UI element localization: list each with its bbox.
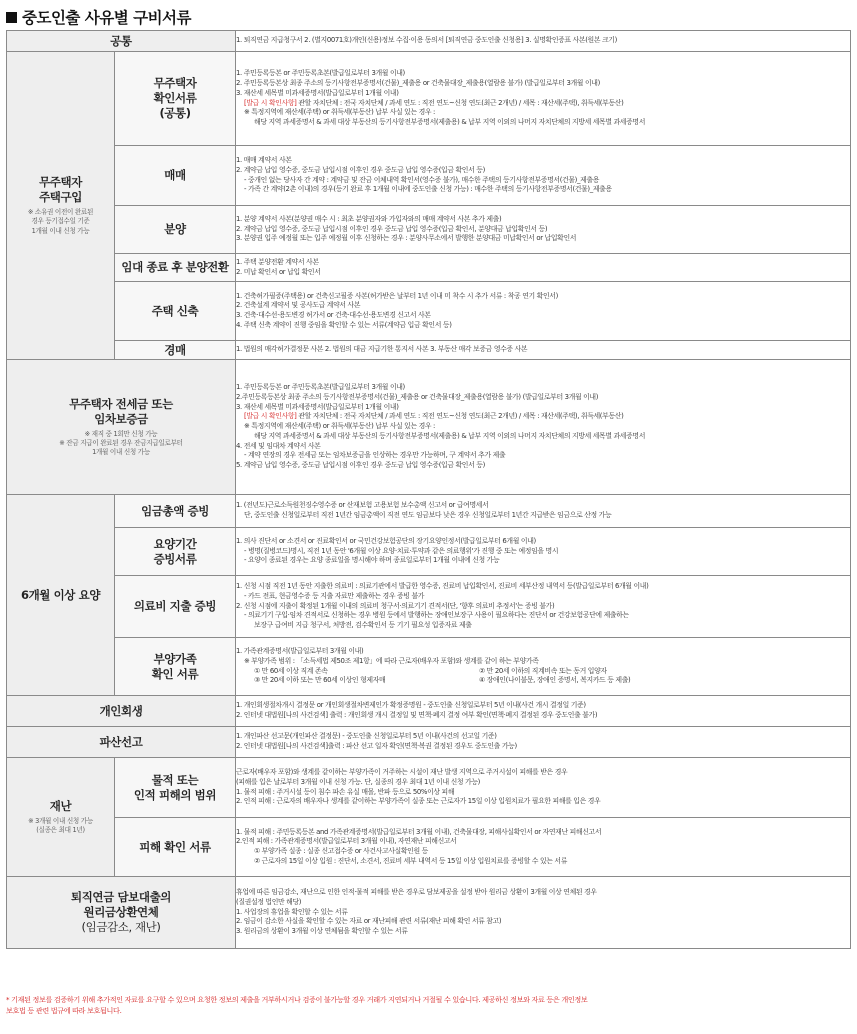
table-row xyxy=(7,341,851,360)
sub-header-presale: 분양 xyxy=(115,206,236,254)
row-content-damage-proof: 1. 물적 피해 : 주민등록등본 and 가족관계증명서(발급일로부터 3개월 이내), 건축물대장, 피해사실확인서 or 자연재난 피해신고서 2.인적 피해 : 가족관계증명서(발급일로부터 3개월 이내), 자연재난 피해신고서 ① 부양가족 실종 : 실종 신고접수증 or 사건사고사실확인원 등 ② 근로자의 15일 이상 입원 : 진단서, 소견서, 진료비 세부 내역서 등 15일 이상 입원치료를 증빙할 수 있는 서류 xyxy=(236,818,851,877)
row-header-home-purchase: 무주택자 주택구입 ※ 소유권 이전이 완료된 경우 등기접수일 기준 1개월 이내 신청 가능 xyxy=(7,52,115,360)
sub-header-new-build: 주택 신축 xyxy=(115,282,236,341)
row-header-disaster: 재난 ※ 3개월 이내 신청 가능 (실종은 최대 1년) xyxy=(7,758,115,877)
table-row xyxy=(7,146,851,206)
sub-header-auction: 경매 xyxy=(115,341,236,360)
table-row xyxy=(7,818,851,877)
table-row xyxy=(7,696,851,727)
row-note: ※ 3개월 이내 신청 가능 (실종은 최대 1년) xyxy=(28,816,93,834)
row-note: ※ 소유권 이전이 완료된 경우 등기접수일 기준 1개월 이내 신청 가능 xyxy=(27,208,94,235)
row-content-bankruptcy: 1. 개인파산 선고문(개인파산 결정문) - 중도인출 신청일로부터 5년 이내(사건의 선고일 기준) 2. 인터넷 대법원[나의 사건검색]출력 : 파산 선고 일자 확인(면책·복권 결정된 경우도 중도인출 가능) xyxy=(236,727,851,758)
row-content-presale: 1. 분양 계약서 사본(분양권 매수 시 : 최초 분양권자와 가입자와의 매매 계약서 사본 추가 제출) 2. 계약금 납입 영수증, 중도금 납입시점 이후인 경우 중도금 납입 영수증(입금 확인서, 분양대금 납입확인서 등) 3. 분양권 입주 예정월 또는 입주 예정월 이후 신청하는 경우 : 분양사무소에서 발행한 분양대금 미납확인서 or 납입확인서 xyxy=(236,206,851,254)
sub-header-lease-conversion: 임대 종료 후 분양전환 xyxy=(115,254,236,282)
row-content-auction: 1. 법원의 매각허가결정문 사본 2. 법원의 대금 지급기한 통지서 사본 3. 부동산 매각 보증금 영수증 사본 xyxy=(236,341,851,360)
table-row xyxy=(7,528,851,576)
table-row xyxy=(7,576,851,638)
row-content-lease-deposit: 1. 주민등록등본 or 주민등록초본(발급일로부터 3개월 이내) 2.주민등록등본상 최종 주소의 등기사항전부증명서(건물)_제출용 or 건축물대장_제출용(열람용 불가) (발급일로부터 3개월 이내) 3. 재산세 세목별 미과세증명서(발급일로부터 1개월 이내) [발급 시 확인사항] 관할 자치단체 : 전국 자치단체 / 과세 연도 : 직전 연도~신청 연도(최근 2개년) / 세목 : 재산세(주택), 취득세(부동산) ※ 특정지역에 재산세(주택) or 취득세(부동산) 납부 사실 있는 경우 : 해당 지역 과세증명서 & 과세 대상 부동산의 등기사항전부증명서(제출용) & 납부 지역 이외의 나머지 자치단체의 지방세 세목별 과세증명서 4. 전세 및 임대차 계약서 사본 - 계약 연장의 경우 전세금 또는 임차보증금을 인상하는 경우만 가능하며, 구 계약서 추가 제출 5. 계약금 납입 영수증, 중도금 납입시점 이후인 경우 중도금 납입 영수증(입금 확인서 등) xyxy=(236,360,851,495)
table-row xyxy=(7,254,851,282)
requirements-table xyxy=(6,30,851,949)
sub-header-dependents: 부양가족 확인 서류 xyxy=(115,638,236,696)
sub-header-wage-proof: 임금총액 증빙 xyxy=(115,495,236,528)
table-row xyxy=(7,52,851,146)
table-row xyxy=(7,282,851,341)
table-row xyxy=(7,638,851,696)
row-note: ※ 재직 중 1회만 신청 가능 ※ 잔금 지급이 완료된 경우 잔금지급일로부터 1개월 이내 신청 가능 xyxy=(59,429,183,457)
row-content-wage-proof: 1. (전년도)근로소득원천징수영수증 or 산재보험 고용보험 보수총액 신고서 or 급여명세서 단, 중도인출 신청일로부터 직전 1년간 임금총액이 직전 연도 임금보다 낮은 경우 신청일로부터 1년간 지급받은 임금으로 산정 가능 xyxy=(236,495,851,528)
sub-header-damage-scope: 물적 또는 인적 피해의 범위 xyxy=(115,758,236,818)
sub-header-medical-expense: 의료비 지출 증빙 xyxy=(115,576,236,638)
table-row xyxy=(7,206,851,254)
row-content-damage-scope: 근로자(배우자 포함)와 생계를 같이하는 부양가족이 거주하는 시설이 재난 발생 지역으로 주거시설이 피해를 받은 경우 (피해를 입은 날로부터 3개월 이내 신청 가능. 단, 실종의 경우 최대 1년 이내 신청 가능) 1. 물적 피해 : 주거시설 등이 침수 파손 유실 매몰, 반파 등으로 50%이상 피해 2. 인적 피해 : 근로자의 배우자나 생계를 같이하는 부양가족이 실종 또는 근로자가 15일 이상 입원치료가 필요한 피해를 입은 경우 xyxy=(236,758,851,818)
row-content-care-period: 1. 의사 진단서 or 소견서 or 진료확인서 or 국민건강보험공단의 장기요양인정서(발급일로부터 6개월 이내) - 병명(질병코드)명시, 직전 1년 동안 '6개월 이상 요양·치료·투약과 같은 의료행위'가 진행 중 또는 예정임을 명시 - 요양이 종료된 경우는 요양 종료일을 명시해야 하며 종료일로부터 1개월 이내에 신청 가능 xyxy=(236,528,851,576)
table-row xyxy=(7,360,851,495)
row-content-lease-conversion: 1. 주택 분양전환 계약서 사본 2. 미납 확인서 or 납입 확인서 xyxy=(236,254,851,282)
row-content-sale: 1. 매매 계약서 사본 2. 계약금 납입 영수증, 중도금 납입시점 이후인 경우 중도금 납입 영수증(입금 확인서 등) - 중개인 없는 당사자 간 계약 : 계약금 및 잔금 이체내역 확인서(영수증 불가), 매수한 주택의 등기사항전부증명서(건물)_제출용 - 가족 간 계약(2촌 이내)의 경우(등기 완료 후 1개월 이내에 중도인출 신청 가능) : 매수한 주택의 등기사항전부증명서(건물)_제출용 xyxy=(236,146,851,206)
row-content-new-build: 1. 건축허가필증(주택용) or 건축신고필증 사본(허가받은 날부터 1년 이내 미 착수 시 추가 서류 : 착공 연기 확인서) 2. 건축설계 계약서 및 공사도급 계약서 사본 3. 건축·대수선·용도변경 허가서 or 건축·대수선·용도변경 신고서 사본 4. 주택 신축 계약이 진행 중임을 확인할 수 있는 서류(계약금 입금 확인서 등) xyxy=(236,282,851,341)
table-row xyxy=(7,877,851,949)
table-row xyxy=(7,495,851,528)
check-note-tag: [발급 시 확인사항] xyxy=(244,412,297,421)
sub-header-sale: 매매 xyxy=(115,146,236,206)
row-content-dependents: 1. 가족관계증명서(발급일로부터 3개월 이내) ※ 부양가족 범위 : 「소득세법 제50조 제1항」에 따라 근로자(배우자 포함)와 생계를 같이 하는 부양가족 ① 만 60세 이상 직계 존속 ② 만 20세 이하의 직계비속 또는 동거 입양자 ③ 만 20세 이하 또는 만 60세 이상인 형제자매 ④ 장애인(나이불문, 장애인 증명서, 복지카드 등 제출) xyxy=(236,638,851,696)
row-content-medical-expense: 1. 신청 시점 직전 1년 동안 지출한 의료비 : 의료기관에서 발급한 영수증, 진료비 납입확인서, 진료비 세부산정 내역서 등(발급일로부터 6개월 이내) - 카드 전표, 현금영수증 등 지출 자료만 제출하는 경우 증빙 불가 2. 신청 시점에 지출이 확정된 1개월 이내의 의료비 청구서·의료기기 견적서(단, '향후 의료비 추정서'는 증빙 불가) - 의료기기 구입·임차 견적서로 신청하는 경우 병원 등에서 발행하는 장애인보장구 사용이 필요하다는 진단서 or 건강보험공단에 제출하는 보장구 급여비 지급 청구서, 처방전, 검수확인서 등 기기 필요성 입증자료 제출 xyxy=(236,576,851,638)
row-content-common: 1. 퇴직연금 지급청구서 2. (별지0071호)개인(신용)정보 수집·이용 동의서 [퇴직연금 중도인출 신청용] 3. 실명확인증표 사본(원본 크기) xyxy=(236,31,851,52)
row-header-common: 공통 xyxy=(7,31,236,52)
footnote: * 기재된 정보를 검증하기 위해 추가적인 자료를 요구할 수 있으며 요청한 정보의 제출을 거부하시거나 검증이 불가능할 경우 거래가 지연되거나 거절될 수 있습니다. 제공하신 정보와 자료 등은 개인정보 보호법 등 관련 법규에 따라 보호됩니다. xyxy=(6,995,588,1015)
sub-header-homeless-proof: 무주택자 확인서류 (공통) xyxy=(115,52,236,146)
sub-header-damage-proof: 피해 확인 서류 xyxy=(115,818,236,877)
table-row xyxy=(7,758,851,818)
sub-header-care-period: 요양기간 증빙서류 xyxy=(115,528,236,576)
square-bullet-icon xyxy=(6,12,17,23)
check-note-tag: [발급 시 확인사항] xyxy=(244,98,297,107)
row-header-bankruptcy: 파산선고 xyxy=(7,727,236,758)
row-header-pension-loan: 퇴직연금 담보대출의 원리금상환연체 (임금감소, 재난) xyxy=(7,877,236,949)
row-header-rehabilitation: 개인회생 xyxy=(7,696,236,727)
row-content-rehabilitation: 1. 개인회생절차개시 결정문 or 개인회생절차변제인가 확정증명원 - 중도인출 신청일로부터 5년 이내(사건 개시 결정일 기준) 2. 인터넷 대법원[나의 사건검색] 출력 : 개인회생 개시 결정일 및 면책·폐지 결정 여부 확인(면책·폐지 결정된 경우 중도인출 불가) xyxy=(236,696,851,727)
row-header-lease-deposit: 무주택자 전세금 또는 임차보증금 ※ 재직 중 1회만 신청 가능 ※ 잔금 지급이 완료된 경우 잔금지급일로부터 1개월 이내 신청 가능 xyxy=(7,360,236,495)
row-header-long-term-care: 6개월 이상 요양 xyxy=(7,495,115,696)
table-row xyxy=(7,727,851,758)
table-row xyxy=(7,31,851,52)
page-title: 중도인출 사유별 구비서류 xyxy=(6,6,191,28)
row-content-pension-loan: 휴업에 따른 임금감소, 재난으로 인한 인적·물적 피해를 받은 경우로 담보제공을 설정 받아 원리금 상환이 3개월 이상 연체된 경우 (질권설정 법인만 해당) 1. 사업장의 휴업을 확인할 수 있는 서류 2. 임금이 감소한 사실을 확인할 수 있는 자료 or 재난피해 관련 서류(재난 피해 확인 서류 참고) 3. 원리금의 상환이 3개월 이상 연체됨을 확인할 수 있는 서류 xyxy=(236,877,851,949)
row-content-homeless-proof: 1. 주민등록등본 or 주민등록초본(발급일로부터 3개월 이내) 2. 주민등록등본상 최종 주소의 등기사항전부증명서(건물)_제출용 or 건축물대장_제출용(열람용 불가) (발급일로부터 3개월 이내) 3. 재산세 세목별 미과세증명서(발급일로부터 1개월 이내) [발급 시 확인사항] 관할 자치단체 : 전국 자치단체 / 과세 연도 : 직전 연도~신청 연도(최근 2개년) / 세목 : 재산세(주택), 취득세(부동산) ※ 특정지역에 재산세(주택) or 취득세(부동산) 납부 사실 있는 경우 : 해당 지역 과세증명서 & 과세 대상 부동산의 등기사항전부증명서(제출용) & 납부 지역 이외의 나머지 자치단체의 지방세 세목별 과세증명서 xyxy=(236,52,851,146)
